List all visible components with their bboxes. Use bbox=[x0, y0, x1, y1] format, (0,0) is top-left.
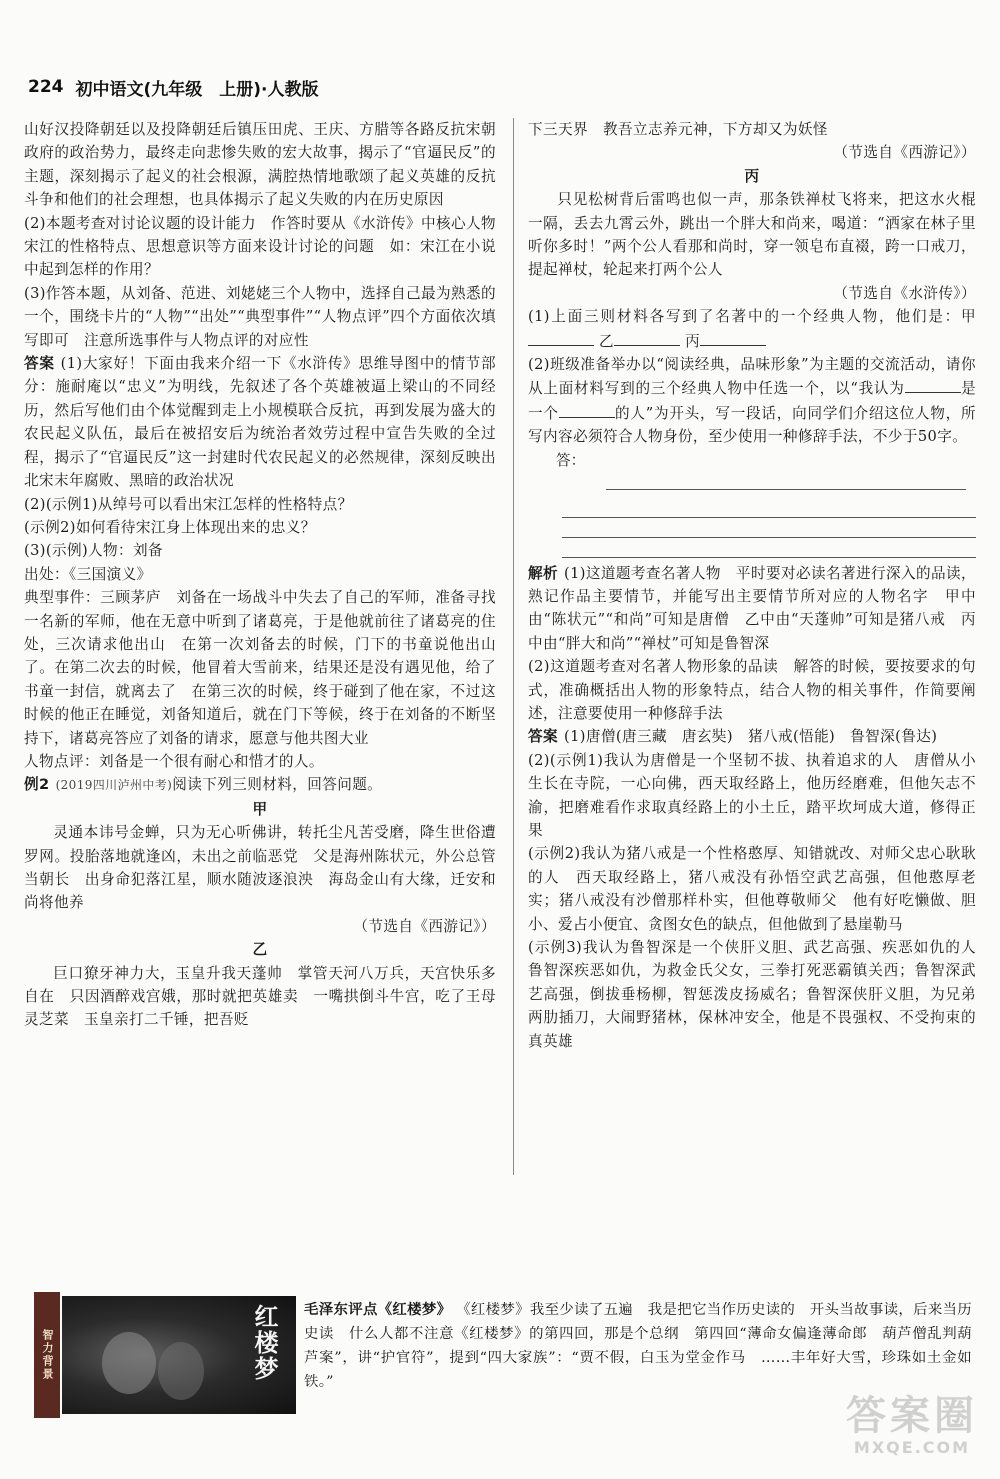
blank-bing[interactable] bbox=[700, 329, 766, 346]
photo-title: 红楼梦 bbox=[250, 1304, 279, 1382]
material-jia-text: 灵通本讳号金蝉，只为无心听佛讲，转托尘凡苦受磨，降生世俗遭罗网。投胎落地就逢凶，未出之前临恶党 父是海州陈状元，外公总管当朝长 出身命犯落江星，顺水随波逐浪泱 海岛金山有大缘，迁安和尚将他养 bbox=[24, 824, 496, 912]
answer-line[interactable] bbox=[562, 520, 976, 538]
analysis-label: 解析 bbox=[528, 564, 559, 582]
blank-yi[interactable] bbox=[614, 329, 680, 346]
answer-ex2-2: (2)(示例1)我认为唐僧是一个坚韧不拔、执着追求的人 唐僧从小生长在寺院，一心向佛，西天取经路上，他历经磨难，但他矢志不渝，把磨难看作求取真经路上的小土丘，踏平坎坷成大道，修得正果 bbox=[528, 751, 976, 839]
material-yi-text: 巨口獠牙神力大，玉皇升我天蓬帅 掌管天河八万兵，天宫快乐多自在 只因酒醉戏宫娥，那时就把英雄卖 一嘴拱倒斗牛宫，吃了王母灵芝菜 玉皇亲打二千锤，把吾贬 bbox=[24, 964, 496, 1029]
answer-area[interactable] bbox=[528, 449, 976, 558]
answer-ex2-4: (示例3)我认为鲁智深是一个侠肝义胆、武艺高强、疾恶如仇的人 鲁智深疾恶如仇，为救金氏父女，三拳打死恶霸镇关西；鲁智深武艺高强，倒拔垂杨柳，智惩泼皮扬威名；鲁智深侠肝义胆，为兄弟两肋插刀，大闹野猪林，保林冲安全，他是不畏强权、不受拘束的真英雄 bbox=[528, 939, 991, 1050]
analysis-paragraph-1: 山好汉投降朝廷以及投降朝廷后镇压田虎、王庆、方腊等各路反抗宋朝政府的政治势力，最终走向悲惨失败的宏大故事，揭示了“官逼民反”的主题，深刻揭示了起义的社会根源，满腔热情地歌颂了起义英雄的反抗斗争和他们的社会理想，也具体揭示了起义失败的内在历史原因 bbox=[24, 121, 496, 209]
watermark-logo: 答案圈 MXQE.COM bbox=[846, 1393, 978, 1457]
example-source: (2019四川泸州中考) bbox=[55, 778, 173, 793]
answer-3a: (3)(示例)人物：刘备 bbox=[24, 542, 164, 560]
blank-jia[interactable] bbox=[528, 329, 594, 346]
analysis-paragraph-2: (2)本题考查对讨论议题的设计能力 作答时要从《水浒传》中核心人物宋江的性格特点、思想意识等方面来设计讨论的问题 如：宋江在小说中起到怎样的作用？ bbox=[24, 214, 496, 279]
book-title: 初中语文(九年级 上册)·人教版 bbox=[75, 79, 319, 100]
column-divider bbox=[513, 118, 514, 1175]
answer-3c: 典型事件：三顾茅庐 刘备在一场战斗中失去了自己的军师，准备寻找一名新的军师，他在无意中听到了诸葛亮，于是他就前往了诸葛亮的住处，三次请求他出山 在第一次刘备去的时候，门下的书童说他出山了。在第二次去的时候，他冒着大雪前来，结果还是没有遇见他，给了书童一封信，就离去了 在第三次的时候，终于碰到了他在家，不过这时候的他正在睡觉，刘备知道后，就在门下等候，终于在刘备的不断坚持下，诸葛亮答应了刘备的请求，愿意与他共图大业 bbox=[24, 589, 496, 747]
material-yi-continued: 下三天界 教吾立志养元神，下方却又为妖怪 bbox=[528, 121, 828, 138]
box-text: 毛泽东评点《红楼梦》 《红楼梦》我至少读了五遍 我是把它当作历史读的 开头当故事读，后来当历史读 什么人都不注意《红楼梦》的第四回，那是个总纲 第四回“薄命女偏逢薄命郎 葫芦僧乱判葫芦案”，讲“护官符”，提到“四大家族”：“贾不假，白玉为堂金作马 ……丰年好大雪，珍珠如土金如铁。” bbox=[304, 1302, 972, 1390]
answer-3b: 出处：《三国演义》 bbox=[24, 565, 152, 583]
answer-label: 答案 bbox=[24, 355, 55, 373]
material-bing-text: 只见松树背后雷鸣也似一声，那条铁禅杖飞将来，把这水火棍一隔，丢去九霄云外，跳出一个胖大和尚来，喝道：“洒家在林子里听你多时！”两个公人看那和尚时，穿一领皂布直裰，跨一口戒刀，提起禅杖，轮起来打两个公人 bbox=[528, 191, 976, 279]
example-label: 例2 bbox=[24, 776, 50, 794]
answer-1: 答案 (1)大家好！下面由我来介绍一下《水浒传》思维导图中的情节部分：施耐庵以“忠义”为明线，先叙述了各个英雄被逼上梁山的不同经历，然后写他们由个体觉醒到走上小规模联合反抗，再到发展为盛大的农民起义队伍，最后在被招安后为统治者效劳过程中宣告失败的全过程，揭示了“官逼民反”这一封建时代农民起义的必然规律，深刻反映出北宋末年腐败、黑暗的政治状况 bbox=[24, 355, 496, 490]
background-knowledge-box bbox=[34, 1292, 974, 1420]
left-column bbox=[24, 118, 496, 1032]
material-jia-heading: 甲 bbox=[252, 800, 268, 818]
answer-ex2-3: (示例2)我认为猪八戒是一个性格憨厚、知错就改、对师父忠心耿耿的人 西天取经路上，猪八戒没有孙悟空武艺高强，但他憨厚老实；猪八戒没有沙僧那样朴实，但他尊敬师父 他有好吃懒做、胆小、爱占小便宜、贪图女色的缺点，但他做到了悬崖勒马 bbox=[528, 845, 976, 933]
question-2: (2)班级准备举办以“阅读经典，品味形象”为主题的交流活动，请你从上面材料写到的三个经典人物中任选一个，以“我认为 是一个 的人”为开头，写一段话，向同学们介绍这位人物，所写内容必须符合人物身份，至少使用一种修辞手法，不少于50字。 bbox=[528, 356, 976, 446]
question-1: (1)上面三则材料各写到了名著中的一个经典人物，他们是：甲 乙 丙 bbox=[528, 308, 976, 350]
answer-3d: 人物点评：刘备是一个很有耐心和惜才的人。 bbox=[24, 752, 324, 770]
answer-2a: (2)(示例1)从绰号可以看出宋江怎样的性格特点？ bbox=[24, 495, 353, 513]
box-title: 毛泽东评点《红楼梦》 bbox=[304, 1302, 452, 1318]
material-yi-heading: 乙 bbox=[252, 941, 268, 959]
section-tag: 智力背景 bbox=[34, 1292, 60, 1418]
material-yi-source: （节选自《西游记》） bbox=[833, 144, 976, 162]
answer-line[interactable] bbox=[562, 500, 976, 518]
right-column bbox=[528, 118, 991, 1053]
blank-person[interactable] bbox=[905, 376, 961, 393]
material-bing-source: （节选自《水浒传》） bbox=[833, 284, 976, 302]
example-question: 阅读下列三则材料，回答问题。 bbox=[172, 776, 383, 794]
blank-trait[interactable] bbox=[559, 401, 615, 418]
answer-prompt: 答： bbox=[556, 451, 586, 469]
page-number: 224 bbox=[28, 77, 64, 97]
page-header bbox=[28, 74, 319, 100]
dream-red-chamber-photo bbox=[62, 1296, 296, 1414]
analysis-paragraph-3: (3)作答本题，从刘备、范进、刘姥姥三个人物中，选择自己最为熟悉的一个，围绕卡片的“人物”“出处”“典型事件”“人物点评”四个方面依次填写即可 注意所选事件与人物点评的对应性 bbox=[24, 284, 496, 349]
answer-2b: (示例2)如何看待宋江身上体现出来的忠义？ bbox=[24, 518, 316, 536]
material-bing-heading: 丙 bbox=[744, 167, 760, 185]
material-jia-source: （节选自《西游记》） bbox=[353, 917, 496, 935]
answer-line[interactable] bbox=[562, 540, 976, 558]
answer-line[interactable] bbox=[606, 472, 966, 490]
analysis-1: 解析 (1)这道题考查名著人物 平时要对必读名著进行深入的品读，熟记作品主要情节，并能写出主要情节所对应的人物名字 甲中由“陈状元”“和尚”可知是唐僧 乙中由“天蓬帅”可知是猪八戒 丙中由“胖大和尚”“禅杖”可知是鲁智深 bbox=[528, 564, 976, 652]
answer-ex2-1: 答案 (1)唐僧(唐三藏 唐玄奘) 猪八戒(悟能) 鲁智深(鲁达) bbox=[528, 728, 938, 746]
analysis-2: (2)这道题考查对名著人物形象的品读 解答的时候，要按要求的句式，准确概括出人物的形象特点，结合人物的相关事件，作简要阐述，注意要使用一种修辞手法 bbox=[528, 658, 976, 722]
example-2-header bbox=[24, 773, 496, 797]
answer-label: 答案 bbox=[528, 728, 558, 746]
